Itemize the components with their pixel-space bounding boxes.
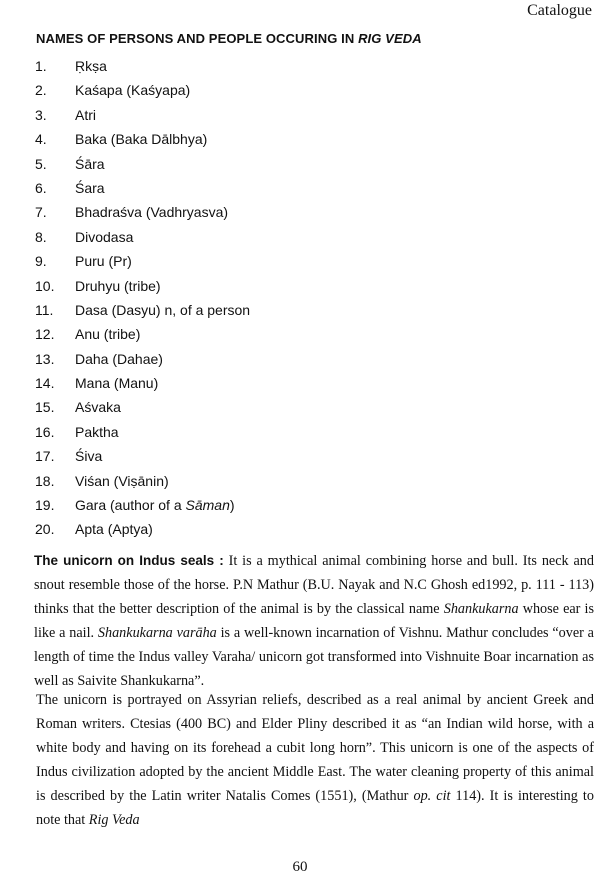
item-number: 14. [35,375,55,392]
item-number: 11. [35,301,54,318]
item-number: 17. [35,448,55,465]
text-run: whose ear is like a nail. [34,601,594,641]
item-number: 18. [35,472,55,489]
page-number: 60 [292,859,308,875]
item-number: 3. [35,106,47,123]
item-number: 5. [35,155,47,172]
item-name: Baka (Baka Dālbhya) [75,131,208,148]
item-name: Śāra [75,155,105,172]
item-name-italic: Sāman [185,497,230,514]
italic-run: Shankukarna varāha [97,625,217,641]
item-name-suffix: ) [229,497,235,514]
item-number: 10. [35,277,55,294]
item-name: Divodasa [75,228,134,245]
item-number: 2. [35,82,47,99]
item-name: Paktha [75,423,119,440]
item-number: 7. [35,204,47,221]
item-number: 4. [35,131,47,148]
item-number: 6. [35,179,47,196]
text-run: It is a mythical animal combining horse and bull. Its neck and snout resemble those of the horse. P.N Mathur (B.U. Nayak and N.C Ghosh ed1992, p. 111 - 113) thinks that the better description of the animal is by the classical name [34,553,594,617]
item-name: Druhyu (tribe) [75,277,161,294]
item-number: 1. [35,58,47,74]
item-name: Aśvaka [75,399,121,416]
item-name: Bhadraśva (Vadhryasva) [75,204,229,221]
text-run: The unicorn is portrayed on Assyrian reliefs, described as a real animal by ancient Greek and Roman writers. Ctesias (400 BC) and Elder Pliny described it as “an Indian wild horse, with a white body and having on its forehead a cubit long horn”. This unicorn is one of the aspects of Indus civilization adopted by the ancient Middle East. The water cleaning property of this animal is described by the Latin writer Natalis Comes (1551), (Mathur [36,692,594,804]
item-number: 20. [35,521,55,538]
item-name: Viśan (Viṣānin) [75,472,169,489]
item-name [75,497,235,513]
item-name: Śiva [75,448,103,465]
heading-italic: RIG VEDA [358,31,422,46]
item-name: Śara [75,179,105,196]
italic-run: Rig Veda [88,812,140,828]
item-number: 19. [35,497,55,514]
paragraph-unicorn [34,549,594,693]
text-run: 114). It is interesting to note that [36,788,594,828]
item-name: Ṛkṣa [75,58,107,74]
item-name: Kaśapa (Kaśyapa) [75,82,191,99]
item-name: Mana (Manu) [75,375,159,392]
running-header: Catalogue [527,2,592,19]
item-name: Puru (Pr) [75,253,132,270]
item-name: Anu (tribe) [75,326,141,343]
item-name: Atri [75,106,96,123]
item-number: 16. [35,423,55,440]
item-number: 8. [35,228,47,245]
paragraph-lead: The unicorn on Indus seals : [34,553,224,568]
item-number: 13. [35,350,55,367]
italic-run: Shankukarna [443,601,519,617]
item-name: Dasa (Dasyu) n, of a person [75,301,251,318]
item-number: 9. [35,253,47,270]
item-name: Daha (Dahae) [75,350,163,367]
item-name-text: Gara (author of a [75,497,186,514]
section-heading [36,31,422,46]
item-number: 15. [35,399,55,416]
paragraph-assyrian [36,688,594,832]
text-run: is a well-known incarnation of Vishnu. Mathur concludes “over a length of time the Indus valley Varaha/ unicorn got transformed into Vishnuite Boar incarnation as well as Saivite Shankukarna”. [34,625,594,689]
item-number: 12. [35,326,55,343]
italic-run: op. cit [413,788,451,804]
item-name: Apta (Aptya) [75,521,153,538]
heading-text: NAMES OF PERSONS AND PEOPLE OCCURING IN [36,31,359,46]
